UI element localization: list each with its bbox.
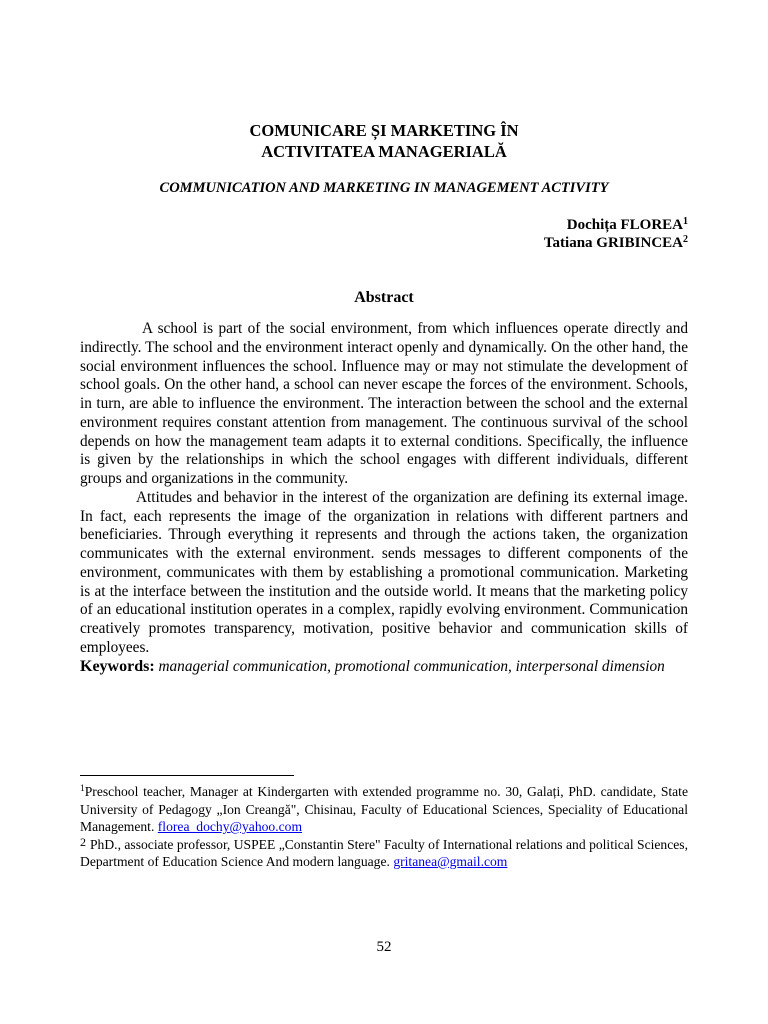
abstract-heading: Abstract [354,289,414,306]
footnote-1-marker: 1 [80,784,85,794]
footnote-1 [80,783,688,836]
abstract-body [80,320,688,676]
footnotes [80,783,688,871]
footnote-separator [80,775,294,776]
author-1-name: Dochița FLOREA [566,217,683,233]
paper-title-line-2: ACTIVITATEA MANAGERIALĂ [261,142,507,161]
author-2 [544,234,688,252]
paper-subtitle: COMMUNICATION AND MARKETING IN MANAGEMENT ACTIVITY [159,180,609,196]
author-2-ref: 2 [683,234,688,245]
keywords-label: Keywords: [80,657,155,675]
footnote-1-email-link[interactable]: florea_dochy@yahoo.com [157,819,303,834]
keywords [80,658,688,677]
author-1 [567,216,688,234]
keywords-text: managerial communication, promotional communication, interpersonal dimension [158,657,665,675]
footnote-2-text: PhD., associate professor, USPEE „Constantin Stere" Faculty of International relations and political Sciences, Department of Education Science And modern language. [80,836,688,869]
abstract-paragraph-2: Attitudes and behavior in the interest of the organization are defining its external image. In fact, each represents the image of the organization in relations with different partners and beneficiaries. Through everything it represents and through the actions taken, the organization communicates with the external environment. sends messages to different components of the environment, communicates with them by establishing a promotional communication. Marketing is at the interface between the institution and the outside world. It means that the marketing policy of an educational institution operates in a complex, rapidly evolving environment. Communication creatively promotes transparency, motivation, positive behavior and communication skills of employees. [80,488,688,656]
page-number: 52 [376,939,392,955]
paper-title-line-1: COMUNICARE ȘI MARKETING ÎN [249,121,519,140]
footnote-2-email-link[interactable]: gritanea@gmail.com [393,854,508,869]
author-2-name: Tatiana GRIBINCEA [543,235,683,251]
footnote-2-marker: 2 [80,834,86,849]
abstract-paragraph-1: A school is part of the social environment, from which influences operate directly and indirectly. The school and the environment interact openly and dynamically. On the other hand, the social environment influences the school. Influence may or may not stimulate the development of school goals. On the other hand, a school can never escape the forces of the environment. Schools, in turn, are able to influence the environment. The interaction between the school and the external environment requires constant attention from management. The continuous survival of the school depends on how the management team adapts it to external conditions. Specifically, the influence is given by the relationships in which the school engages with different individuals, different groups and organizations in the community. [80,320,688,487]
footnote-1-text: Preschool teacher, Manager at Kindergarten with extended programme no. 30, Galați, PhD. candidate, State University of Pedagogy „Ion Creangă", Chisinau, Faculty of Educational Sciences, Speciality of Educational Management. [80,784,688,834]
footnote-2 [80,836,688,871]
author-1-ref: 1 [683,216,688,227]
